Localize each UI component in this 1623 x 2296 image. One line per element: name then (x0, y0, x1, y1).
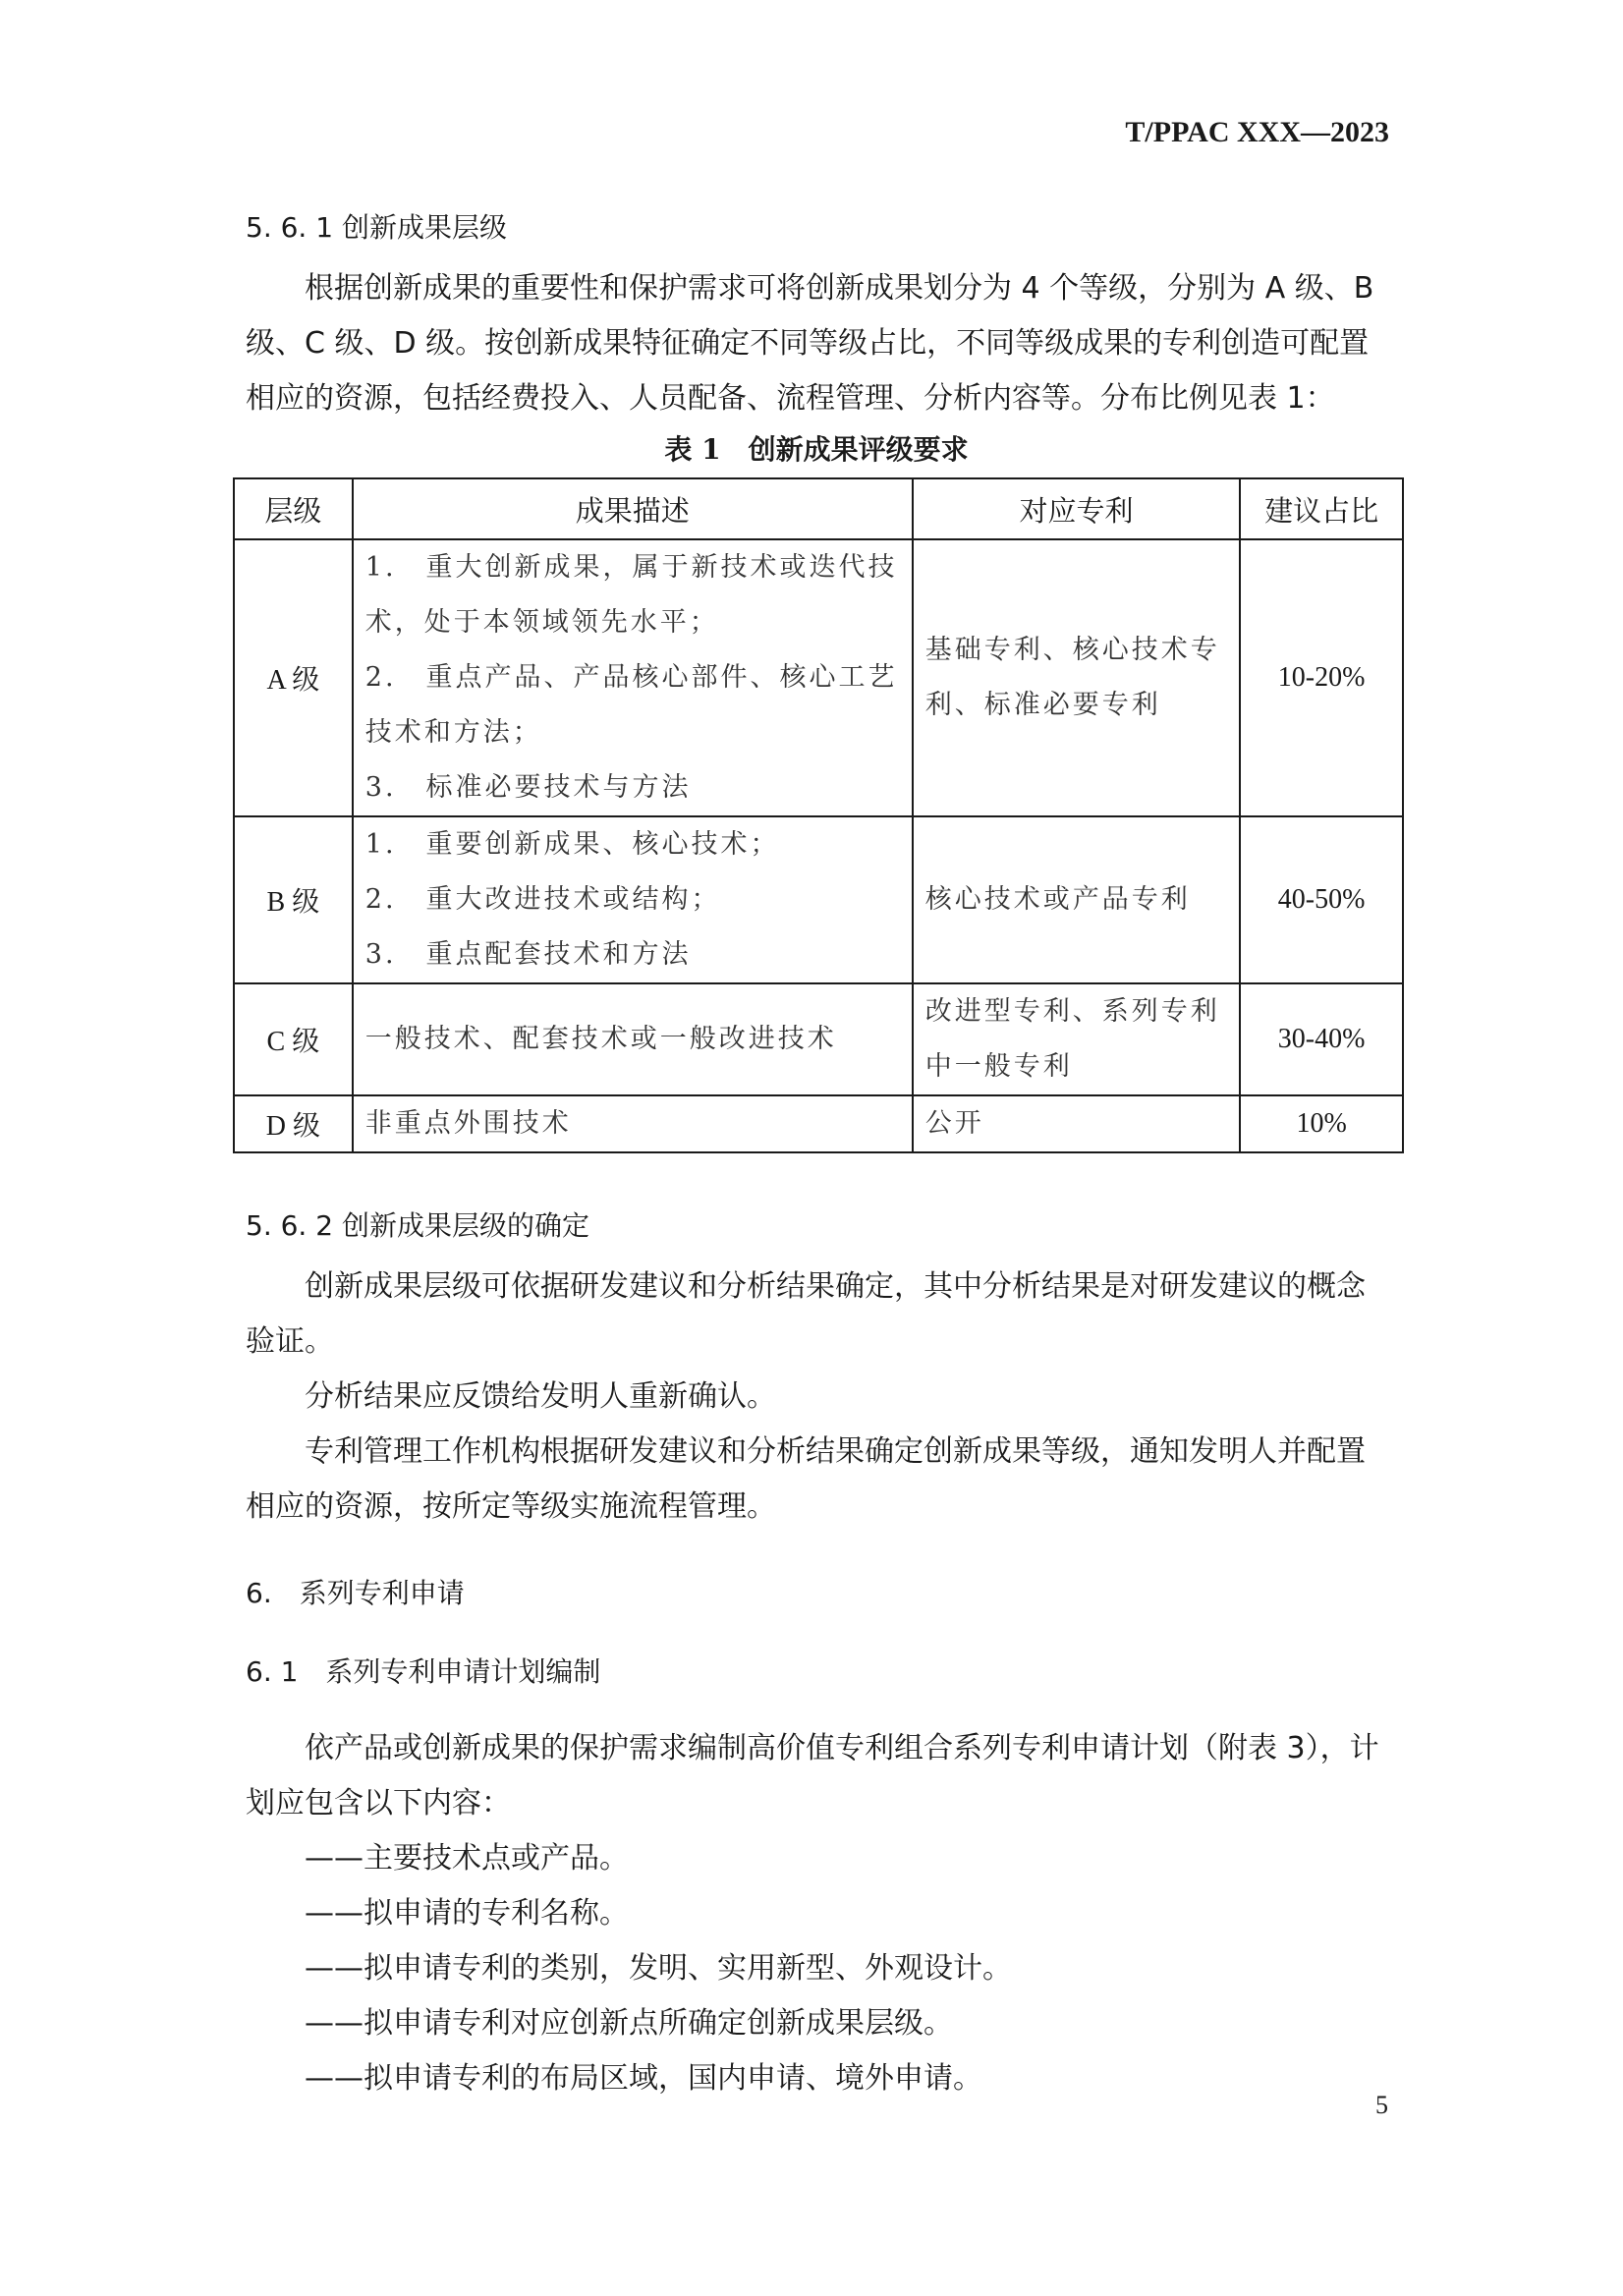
table-row (234, 983, 1403, 1095)
cell-ratio: 10% (1240, 1095, 1403, 1152)
cell-description (353, 816, 913, 983)
description-item: 一般技术、配套技术或一般改进技术 (364, 1024, 837, 1054)
page-content (246, 208, 1387, 2106)
table-header-row (234, 478, 1403, 539)
list-item: ——拟申请专利的类别，发明、实用新型、外观设计。 (305, 1951, 1012, 1986)
paragraph-determination-3: 专利管理工作机构根据研发建议和分析结果确定创新成果等级，通知发明人并配置相应的资源，按所定等级实施流程管理。 (246, 1434, 1366, 1524)
description-item: 非重点外围技术 (364, 1108, 572, 1139)
plan-contents-list (246, 1831, 1387, 2106)
cell-patent: 改进型专利、系列专利中一般专利 (913, 983, 1240, 1095)
cell-ratio: 10-20% (1240, 539, 1403, 816)
cell-description (353, 539, 913, 816)
cell-patent: 核心技术或产品专利 (913, 816, 1240, 983)
cell-level: C 级 (234, 983, 353, 1095)
list-item: ——主要技术点或产品。 (305, 1841, 629, 1876)
paragraph-plan-intro: 依产品或创新成果的保护需求编制高价值专利组合系列专利申请计划（附表 3），计划应包含以下内容： (246, 1731, 1379, 1820)
cell-level: D 级 (234, 1095, 353, 1152)
document-code: T/PPAC XXX—2023 (1125, 116, 1389, 148)
description-item: 1. 重要创新成果、核心技术； (364, 829, 780, 860)
cell-level: A 级 (234, 539, 353, 816)
spacer (246, 1153, 1387, 1206)
paragraph-grade-intro: 根据创新成果的重要性和保护需求可将创新成果划分为 4 个等级，分别为 A 级、B 级、C 级、D 级。按创新成果特征确定不同等级占比，不同等级成果的专利创造可配置相应的资源，包括经费投入、人员配备、流程管理、分析内容等。分布比例见表 1： (246, 271, 1374, 416)
table-caption: 表 1 创新成果评级要求 (664, 433, 969, 466)
page-number: 5 (1375, 2091, 1388, 2119)
description-item: 3. 重点配套技术和方法 (364, 939, 692, 970)
description-item: 1. 重大创新成果，属于新技术或迭代技术，处于本领域领先水平； (364, 552, 898, 638)
section-heading-6-1: 6. 1 系列专利申请计划编制 (246, 1655, 601, 1688)
description-item: 3. 标准必要技术与方法 (364, 772, 692, 803)
paragraph-determination-1: 创新成果层级可依据研发建议和分析结果确定，其中分析结果是对研发建议的概念验证。 (246, 1269, 1366, 1359)
cell-ratio: 40-50% (1240, 816, 1403, 983)
header-description: 成果描述 (353, 478, 913, 539)
table-row (234, 1095, 1403, 1152)
header-ratio: 建议占比 (1240, 478, 1403, 539)
header-level: 层级 (234, 478, 353, 539)
cell-description (353, 983, 913, 1095)
cell-ratio: 30-40% (1240, 983, 1403, 1095)
cell-patent: 公开 (913, 1095, 1240, 1152)
table-row (234, 816, 1403, 983)
description-item: 2. 重大改进技术或结构； (364, 884, 721, 915)
section-heading-6: 6. 系列专利申请 (246, 1577, 465, 1609)
list-item: ——拟申请的专利名称。 (305, 1896, 629, 1931)
cell-description (353, 1095, 913, 1152)
section-heading-5-6-2: 5. 6. 2 创新成果层级的确定 (246, 1209, 589, 1242)
list-item: ——拟申请专利对应创新点所确定创新成果层级。 (305, 2006, 953, 2041)
table-row (234, 539, 1403, 816)
paragraph-determination-2: 分析结果应反馈给发明人重新确认。 (305, 1379, 776, 1414)
grade-table (233, 477, 1404, 1153)
section-heading-5-6-1: 5. 6. 1 创新成果层级 (246, 211, 507, 244)
cell-level: B 级 (234, 816, 353, 983)
spacer (246, 1535, 1387, 1574)
spacer (246, 1613, 1387, 1652)
list-item: ——拟申请专利的布局区域，国内申请、境外申请。 (305, 2061, 982, 2096)
header-patent: 对应专利 (913, 478, 1240, 539)
cell-patent: 基础专利、核心技术专利、标准必要专利 (913, 539, 1240, 816)
description-item: 2. 重点产品、产品核心部件、核心工艺技术和方法； (364, 662, 898, 748)
